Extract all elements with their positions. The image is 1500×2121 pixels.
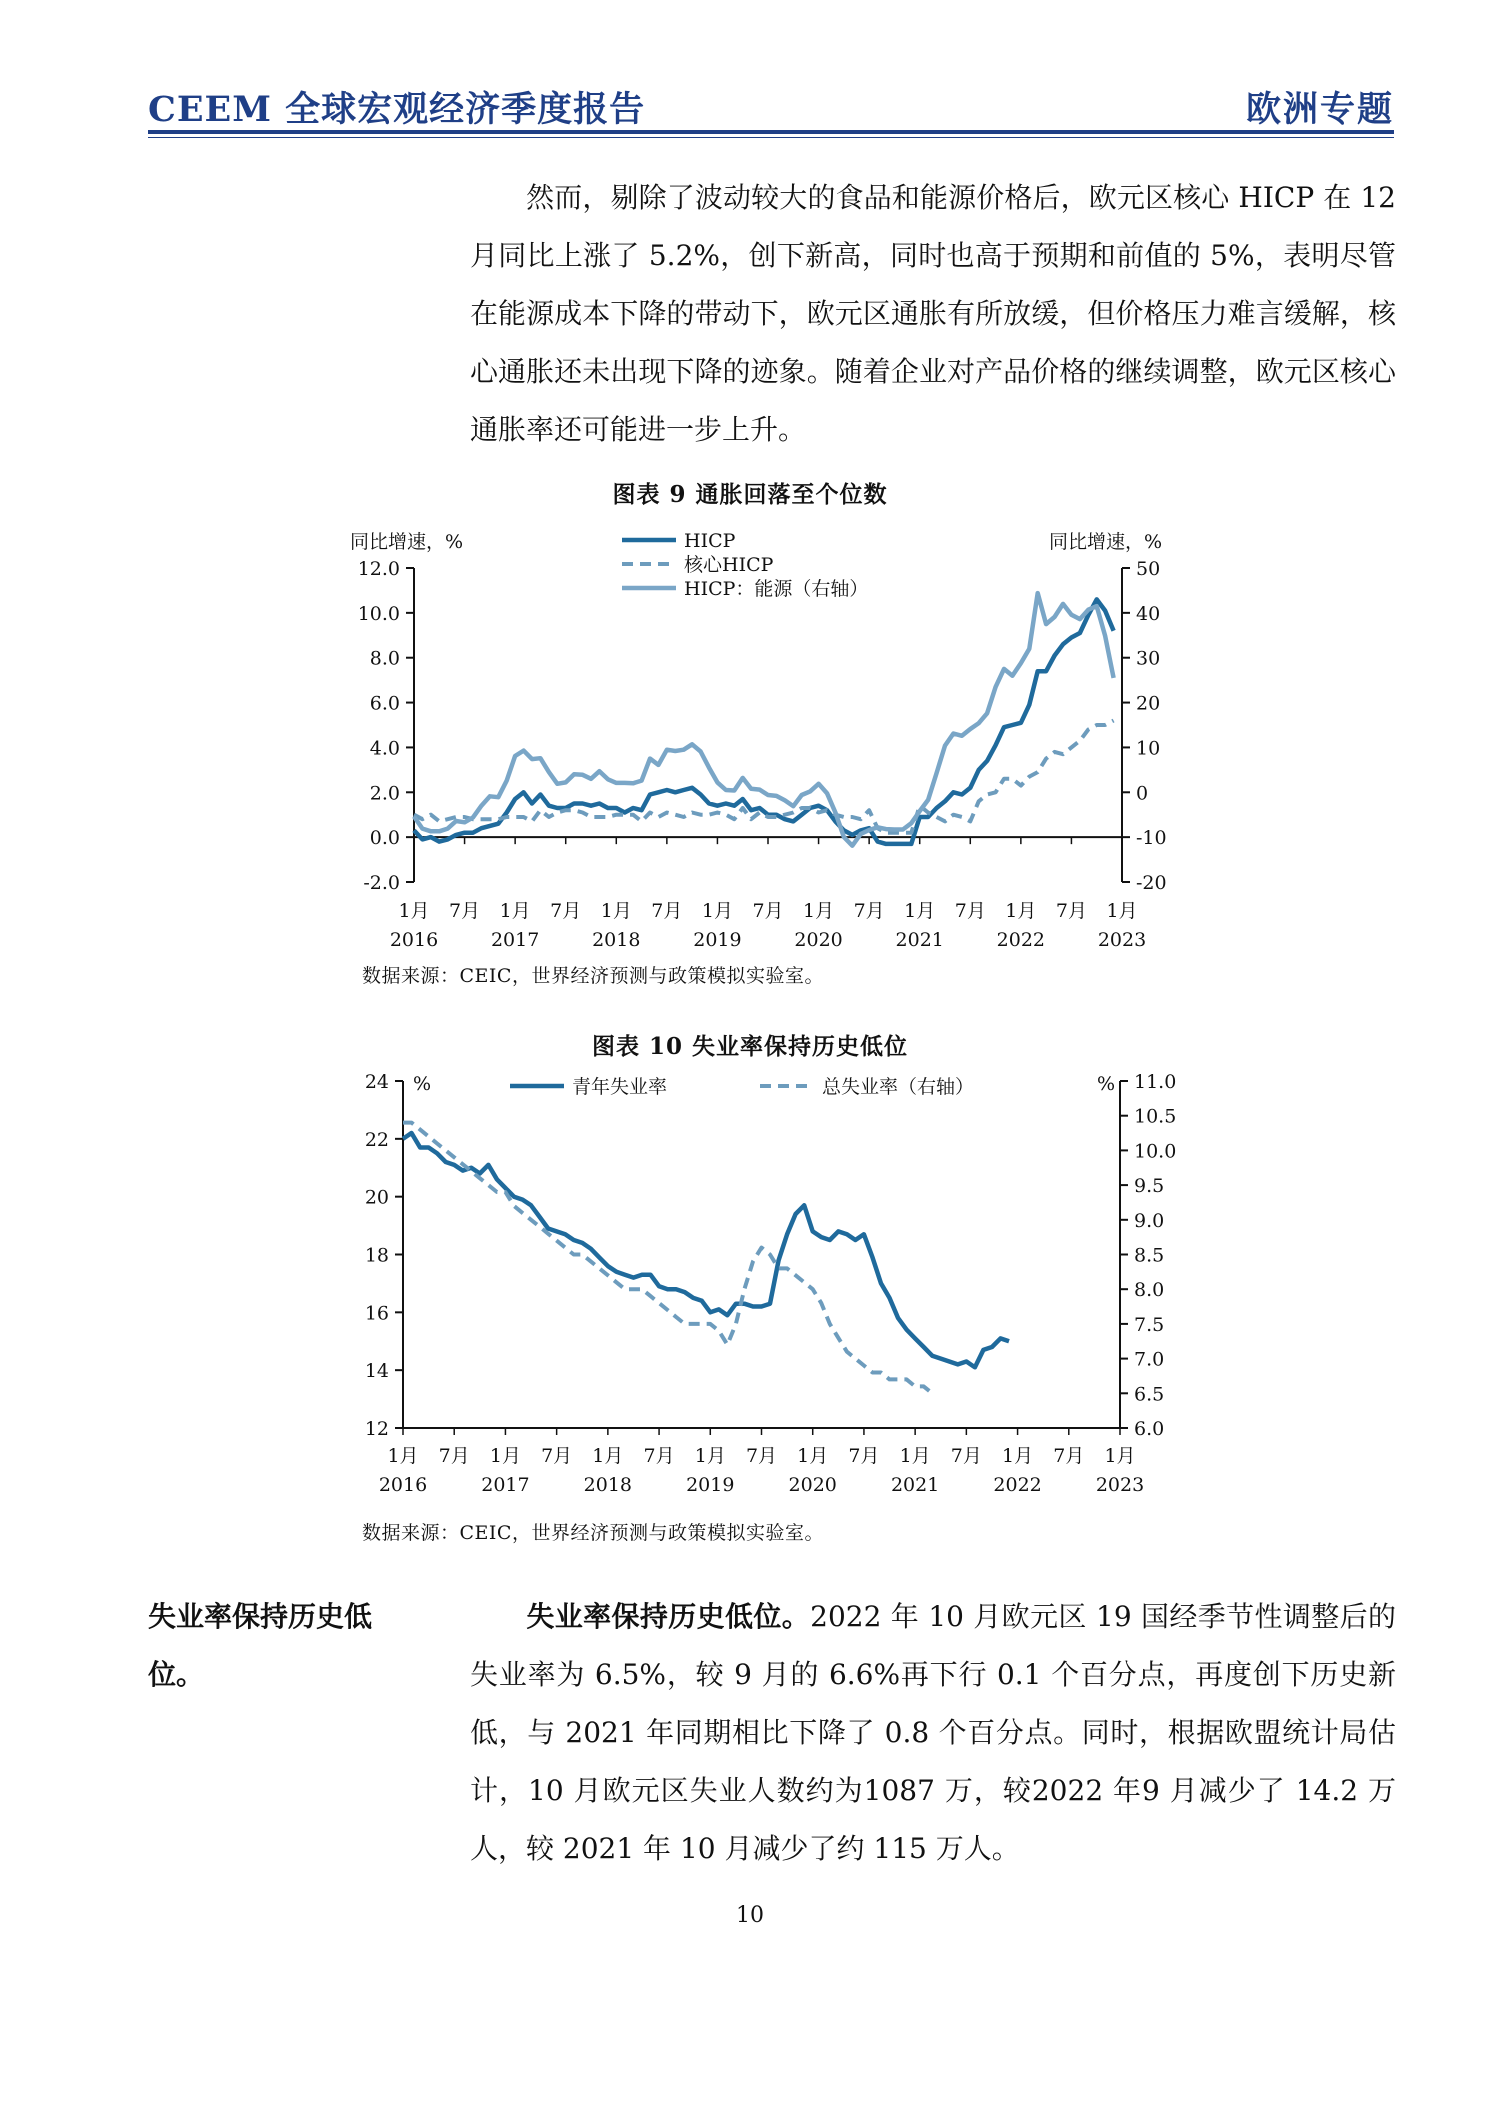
right-tick-label: 7.5 bbox=[1134, 1313, 1165, 1336]
x-tick-label: 1月 bbox=[1002, 1445, 1034, 1467]
right-tick-label: 8.0 bbox=[1134, 1279, 1165, 1302]
right-axis-unit-label: 同比增速，% bbox=[1048, 531, 1162, 553]
right-tick-label: -10 bbox=[1136, 827, 1167, 850]
x-tick-label: 1月 bbox=[803, 900, 835, 922]
x-year-label: 2020 bbox=[788, 1474, 837, 1496]
x-tick-label: 7月 bbox=[541, 1445, 573, 1467]
x-tick-label: 7月 bbox=[449, 900, 481, 922]
legend-label-2: 核心HICP bbox=[684, 554, 774, 576]
x-tick-label: 1月 bbox=[899, 1445, 931, 1467]
x-tick-label: 1月 bbox=[600, 900, 632, 922]
left-tick-label: 8.0 bbox=[369, 647, 400, 670]
page-number: 10 bbox=[736, 1903, 764, 1928]
left-axis-unit-label: 同比增速，% bbox=[350, 531, 464, 553]
x-tick-label: 1月 bbox=[489, 1445, 521, 1467]
left-tick-label: 10.0 bbox=[357, 602, 400, 625]
series-line-1 bbox=[403, 1133, 1009, 1367]
x-year-label: 2022 bbox=[996, 929, 1046, 951]
left-tick-label: 14 bbox=[364, 1360, 389, 1383]
x-tick-label: 1月 bbox=[1005, 900, 1037, 922]
left-tick-label: 20 bbox=[364, 1186, 389, 1209]
right-tick-label: 0 bbox=[1136, 782, 1149, 805]
x-year-label: 2017 bbox=[481, 1474, 530, 1496]
x-tick-label: 1月 bbox=[701, 900, 733, 922]
left-axis-unit-label: % bbox=[413, 1073, 432, 1095]
right-tick-label: 30 bbox=[1136, 647, 1161, 670]
right-tick-label: 7.0 bbox=[1134, 1348, 1165, 1371]
right-tick-label: -20 bbox=[1136, 872, 1167, 894]
figure-9-source: 数据来源：CEIC，世界经济预测与政策模拟实验室。 bbox=[362, 965, 824, 987]
x-tick-label: 7月 bbox=[853, 900, 885, 922]
side-note: 失业率保持历史低位。 bbox=[148, 1600, 373, 1691]
x-tick-label: 1月 bbox=[387, 1445, 419, 1467]
paragraph-core-inflation-text: 然而，剔除了波动较大的食品和能源价格后，欧元区核心 HICP 在 12 月同比上涨了 5.2%，创下新高，同时也高于预期和前值的 5%，表明尽管在能源成本下降的带动下，欧元区通胀有所放缓，但价格压力难言缓解，核心通胀还未出现下降的迹象。随着企业对产品价格的继续调整，欧元区核心通胀率还可能进一步上升。 bbox=[470, 181, 1396, 446]
left-tick-label: 6.0 bbox=[369, 692, 400, 715]
x-year-label: 2022 bbox=[993, 1474, 1042, 1496]
x-tick-label: 1月 bbox=[398, 900, 430, 922]
right-tick-label: 11.0 bbox=[1134, 1071, 1177, 1093]
x-tick-label: 7月 bbox=[438, 1445, 470, 1467]
x-year-label: 2018 bbox=[583, 1474, 633, 1496]
left-tick-label: 12 bbox=[364, 1418, 389, 1440]
x-tick-label: 1月 bbox=[499, 900, 531, 922]
x-tick-label: 7月 bbox=[950, 1445, 982, 1467]
right-tick-label: 9.0 bbox=[1134, 1209, 1165, 1232]
legend-label-2: 总失业率（右轴） bbox=[822, 1076, 975, 1098]
x-year-label: 2023 bbox=[1095, 1474, 1145, 1496]
x-tick-label: 1月 bbox=[1106, 900, 1138, 922]
right-tick-label: 6.0 bbox=[1134, 1418, 1165, 1440]
x-tick-label: 7月 bbox=[752, 900, 784, 922]
right-axis-unit-label: % bbox=[1096, 1073, 1115, 1095]
left-tick-label: 24 bbox=[364, 1071, 389, 1093]
right-tick-label: 6.5 bbox=[1134, 1383, 1165, 1406]
x-year-label: 2019 bbox=[686, 1474, 735, 1496]
figure-9-title: 图表 9 通胀回落至个位数 bbox=[612, 481, 888, 508]
left-tick-label: -2.0 bbox=[363, 872, 400, 894]
x-year-label: 2023 bbox=[1097, 929, 1147, 951]
x-year-label: 2016 bbox=[378, 1474, 428, 1496]
x-year-label: 2016 bbox=[389, 929, 439, 951]
left-tick-label: 2.0 bbox=[369, 782, 400, 805]
figure-10-title: 图表 10 失业率保持历史低位 bbox=[591, 1033, 909, 1060]
x-year-label: 2021 bbox=[890, 1474, 940, 1496]
right-tick-label: 8.5 bbox=[1134, 1244, 1165, 1267]
x-tick-label: 7月 bbox=[643, 1445, 675, 1467]
right-tick-label: 10.5 bbox=[1134, 1105, 1177, 1128]
x-tick-label: 1月 bbox=[1104, 1445, 1136, 1467]
x-year-label: 2019 bbox=[693, 929, 742, 951]
x-year-label: 2020 bbox=[794, 929, 843, 951]
right-tick-label: 10.0 bbox=[1134, 1140, 1177, 1163]
x-tick-label: 7月 bbox=[550, 900, 582, 922]
legend-label-3: HICP：能源（右轴） bbox=[684, 578, 869, 600]
paragraph-unemployment-body: 2022 年 10 月欧元区 19 国经季节性调整后的失业率为 6.5%，较 9 月的 6.6%再下行 0.1 个百分点，再度创下历史新低，与 2021 年同期相比下降了 0.8 个百分点。同时，根据欧盟统计局估计，10 月欧元区失业人数约为1087 万，较2022 年9 月减少了 14.2 万人，较 2021 年 10 月减少了约 115 万人。 bbox=[470, 1600, 1396, 1865]
figure-10-source: 数据来源：CEIC，世界经济预测与政策模拟实验室。 bbox=[362, 1522, 824, 1544]
x-tick-label: 7月 bbox=[1053, 1445, 1085, 1467]
left-tick-label: 4.0 bbox=[369, 737, 400, 760]
left-tick-label: 0.0 bbox=[369, 827, 400, 850]
left-tick-label: 22 bbox=[364, 1128, 389, 1151]
paragraph-unemployment-lead: 失业率保持历史低位。 bbox=[526, 1600, 811, 1633]
x-year-label: 2018 bbox=[592, 929, 641, 951]
section-title: 欧洲专题 bbox=[1245, 89, 1394, 130]
x-tick-label: 7月 bbox=[745, 1445, 778, 1467]
x-tick-label: 1月 bbox=[592, 1445, 624, 1467]
x-year-label: 2021 bbox=[895, 929, 944, 951]
left-tick-label: 16 bbox=[364, 1302, 389, 1325]
right-tick-label: 20 bbox=[1136, 692, 1161, 715]
x-tick-label: 7月 bbox=[1055, 900, 1087, 922]
x-tick-label: 1月 bbox=[694, 1445, 726, 1467]
report-title: CEEM 全球宏观经济季度报告 bbox=[148, 89, 646, 130]
right-tick-label: 9.5 bbox=[1134, 1175, 1165, 1198]
right-tick-label: 50 bbox=[1136, 558, 1161, 580]
x-tick-label: 7月 bbox=[954, 900, 986, 922]
right-tick-label: 10 bbox=[1136, 737, 1161, 760]
x-tick-label: 7月 bbox=[651, 900, 683, 922]
x-tick-label: 7月 bbox=[848, 1445, 880, 1467]
x-tick-label: 1月 bbox=[797, 1445, 829, 1467]
legend-label-1: HICP bbox=[684, 530, 736, 552]
series-line-2 bbox=[403, 1123, 932, 1394]
left-tick-label: 18 bbox=[364, 1244, 389, 1267]
x-tick-label: 1月 bbox=[904, 900, 936, 922]
right-tick-label: 40 bbox=[1136, 602, 1161, 625]
legend-label-1: 青年失业率 bbox=[572, 1076, 668, 1098]
left-tick-label: 12.0 bbox=[357, 558, 400, 580]
x-year-label: 2017 bbox=[490, 929, 540, 951]
